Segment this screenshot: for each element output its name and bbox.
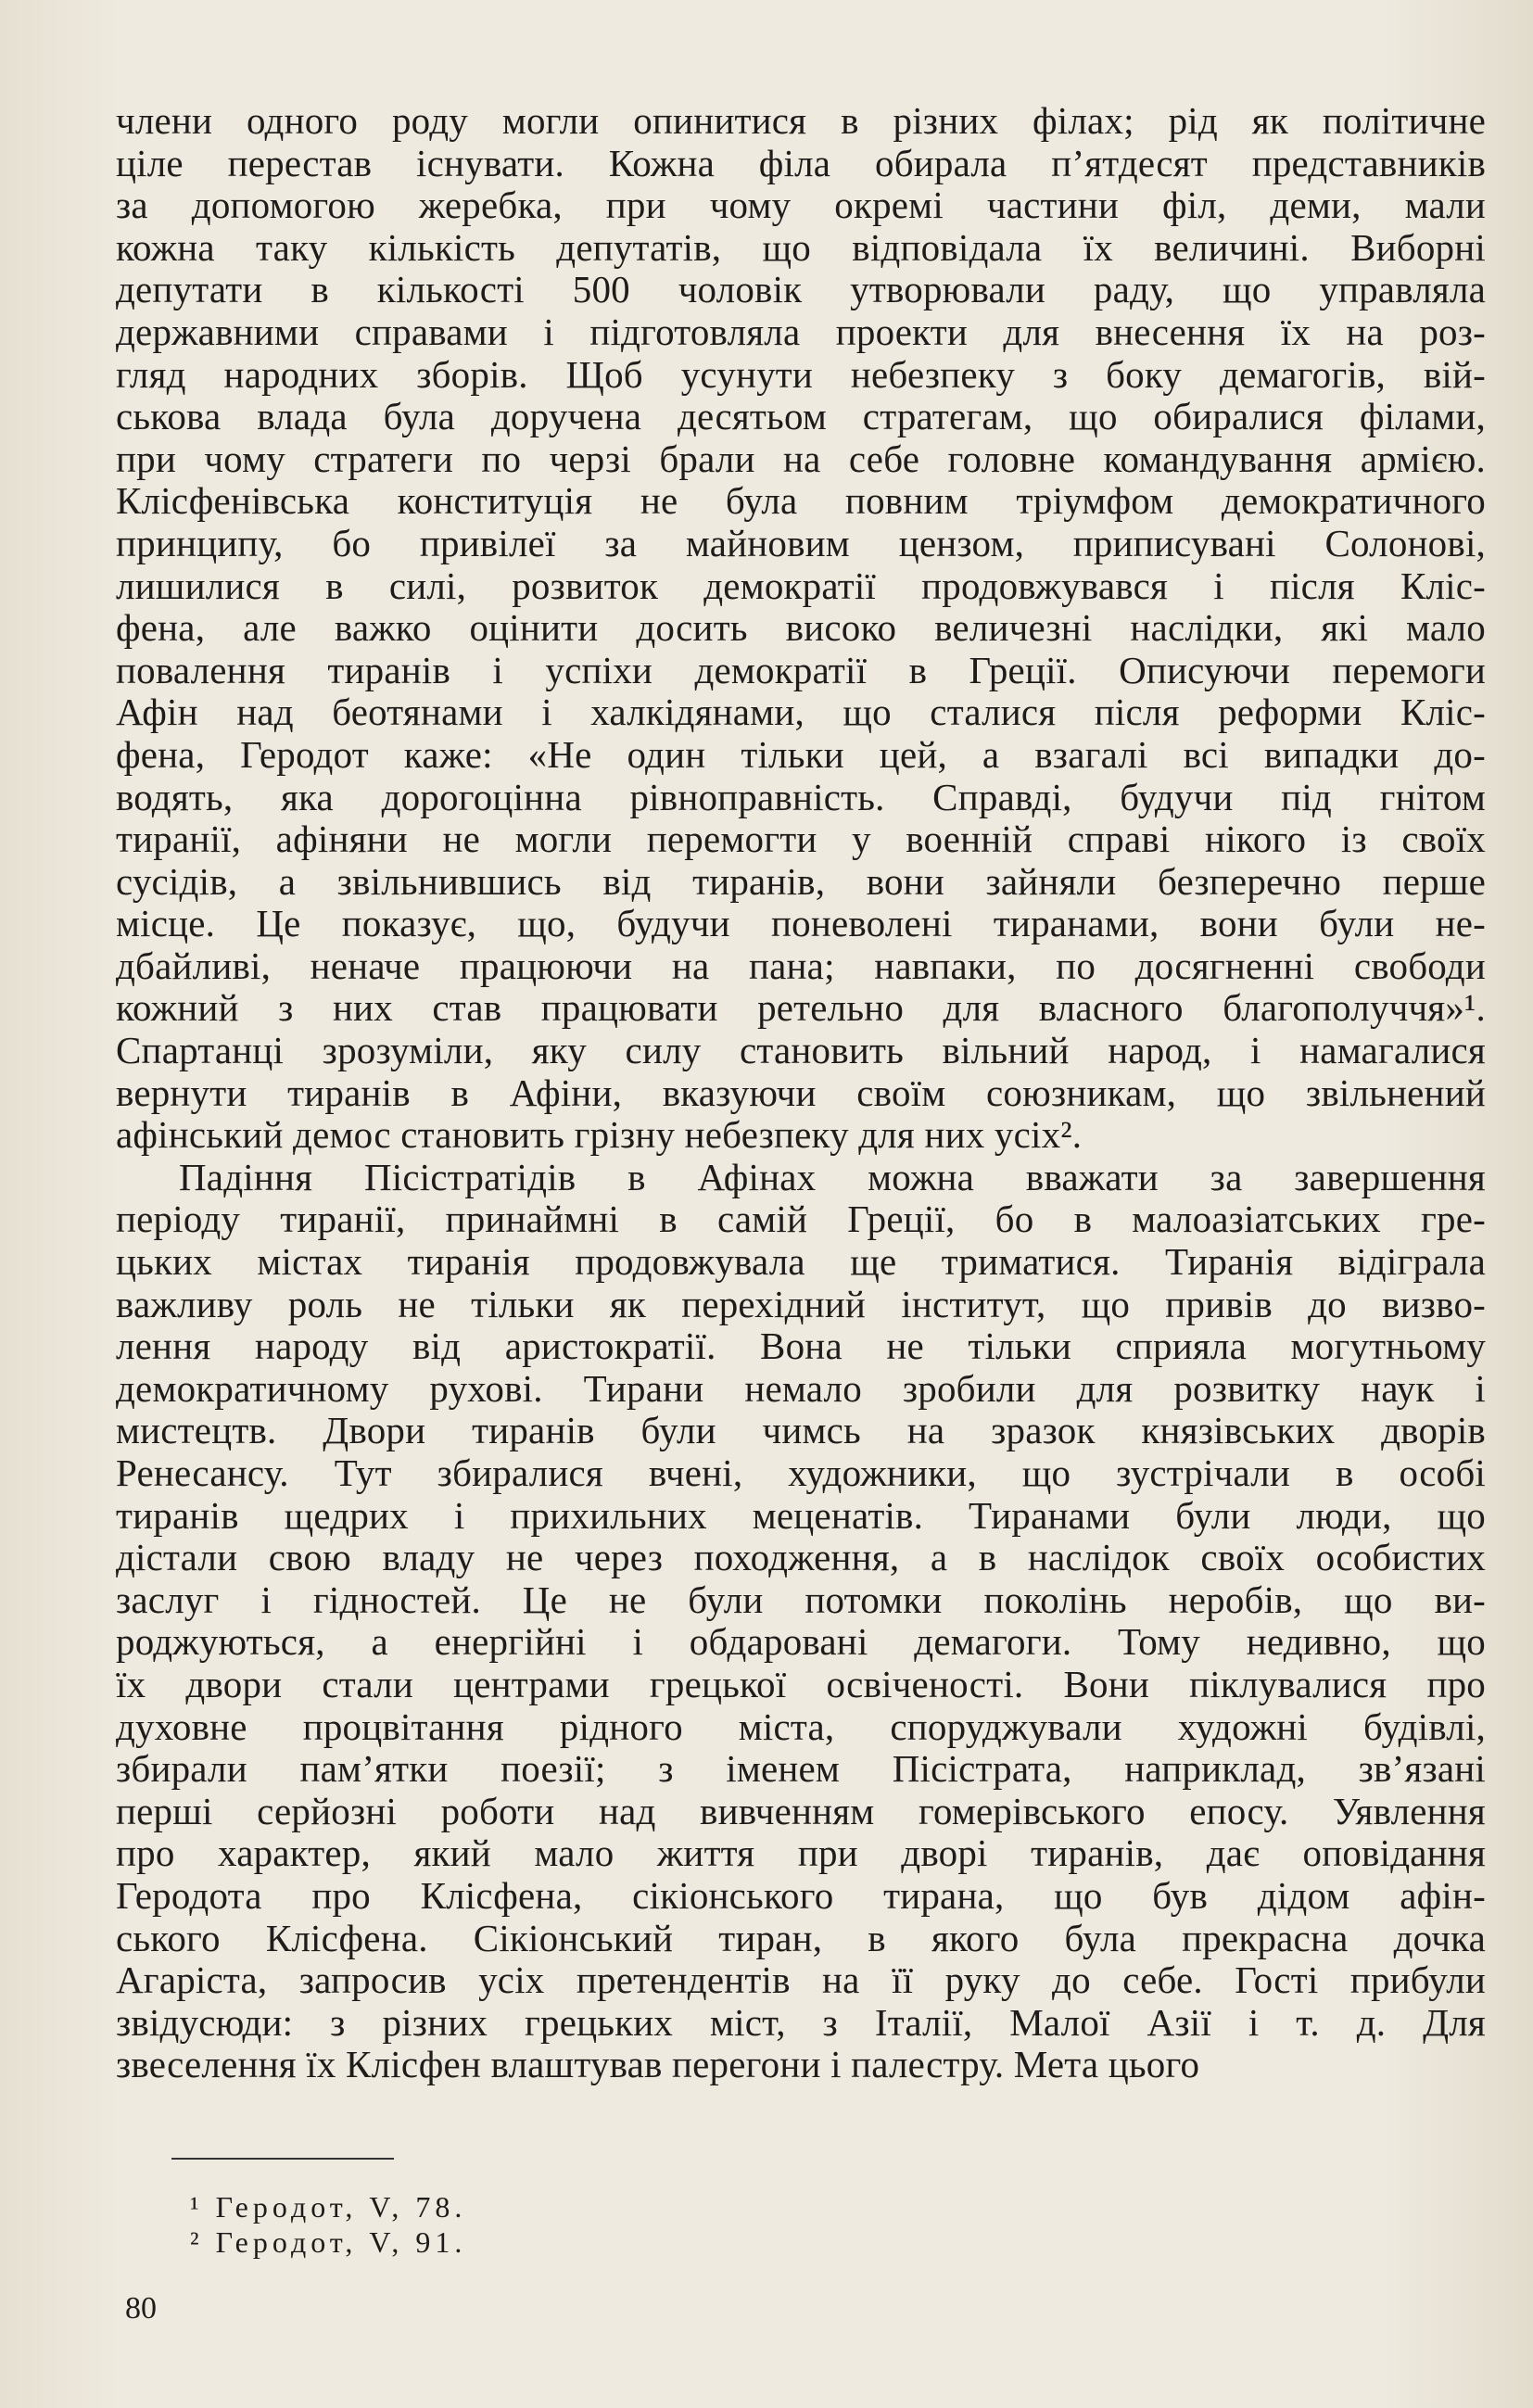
text-line: лення народу від аристократії. Вона не тільки сприяла могутньому xyxy=(116,1324,1486,1368)
text-line: при чому стратеги по черзі брали на себе головне командування армією. xyxy=(116,437,1486,480)
text-line: ціле перестав існувати. Кожна філа обирала п’ятдесят представників xyxy=(116,141,1486,184)
text-line: фена, але важко оцінити досить високо величезні наслідки, які мало xyxy=(116,606,1486,650)
text-line: лишилися в силі, розвиток демократії продовжувався і після Кліс- xyxy=(116,564,1486,607)
text-line: депутати в кількості 500 чоловік утворювали раду, що управляла xyxy=(116,268,1486,311)
text-line: вернути тиранів в Афіни, вказуючи своїм союзникам, що звільнений xyxy=(116,1071,1486,1114)
text-line: тиранів щедрих і прихильних меценатів. Тиранами були люди, що xyxy=(116,1493,1486,1537)
body-text xyxy=(116,100,1486,2086)
text-line: про характер, який мало життя при дворі тиранів, дає оповідання xyxy=(116,1831,1486,1875)
text-line: місце. Це показує, що, будучи поневолені тиранами, вони були не- xyxy=(116,902,1486,945)
text-line: мистецтв. Двори тиранів були чимсь на зразок князівських дворів xyxy=(116,1409,1486,1452)
text-line: державними справами і підготовляла проекти для внесення їх на роз- xyxy=(116,310,1486,353)
text-line: перші серйозні роботи над вивченням гомерівського епосу. Уявлення xyxy=(116,1789,1486,1832)
text-line: принципу, бо привілеї за майновим цензом, приписувані Солонові, xyxy=(116,521,1486,564)
text-line: Геродота про Клісфена, сікіонського тирана, що був дідом афін- xyxy=(116,1873,1486,1917)
paragraph xyxy=(116,1157,1486,2086)
text-line: дбайливі, неначе працюючи на пана; навпаки, по досягненні свободи xyxy=(116,944,1486,987)
text-line: фена, Геродот каже: «Не один тільки цей, а взагалі всі випадки до- xyxy=(116,732,1486,776)
footnote-1: ¹ Геродот, V, 78. xyxy=(190,2190,467,2224)
text-line: цьких містах тиранія продовжувала ще триматися. Тиранія відіграла xyxy=(116,1240,1486,1284)
text-line: духовне процвітання рідного міста, споруджували художні будівлі, xyxy=(116,1705,1486,1748)
footnote-2: ² Геродот, V, 91. xyxy=(190,2225,467,2259)
text-line: кожний з них став працювати ретельно для власного благополуччя»¹. xyxy=(116,986,1486,1030)
text-line: дістали свою владу не через походження, а в наслідок своїх особистих xyxy=(116,1536,1486,1579)
text-line: їх двори стали центрами грецької освіченості. Вони піклувалися про xyxy=(116,1662,1486,1705)
text-line: звідусюди: з різних грецьких міст, з Італії, Малої Азії і т. д. Для xyxy=(116,2000,1486,2044)
text-line: роджуються, а енергійні і обдаровані демагоги. Тому недивно, що xyxy=(116,1620,1486,1664)
paragraph xyxy=(116,100,1486,1157)
text-line: збирали пам’ятки поезії; з іменем Пісістрата, наприклад, зв’язані xyxy=(116,1747,1486,1791)
footnote-divider xyxy=(171,2158,394,2160)
text-line: періоду тиранії, принаймні в самій Греції, бо в малоазіатських гре- xyxy=(116,1198,1486,1241)
text-line: за допомогою жеребка, при чому окремі частини філ, деми, мали xyxy=(116,184,1486,227)
text-line: важливу роль не тільки як перехідний інститут, що привів до визво- xyxy=(116,1282,1486,1325)
text-line: Клісфенівська конституція не була повним тріумфом демократичного xyxy=(116,479,1486,523)
text-line: гляд народних зборів. Щоб усунути небезпеку з боку демагогів, вій- xyxy=(116,352,1486,396)
text-line: члени одного роду могли опинитися в різних філах; рід як політичне xyxy=(116,99,1486,142)
text-line: Спартанці зрозуміли, яку силу становить вільний народ, і намагалися xyxy=(116,1029,1486,1072)
text-line: тиранії, афіняни не могли перемогти у военній справі нікого із своїх xyxy=(116,817,1486,861)
text-line: Агаріста, запросив усіх претендентів на її руку до себе. Гості прибули xyxy=(116,1958,1486,2002)
text-line: ського Клісфена. Сікіонський тиран, в якого була прекрасна дочка xyxy=(116,1916,1486,1959)
text-line: повалення тиранів і успіхи демократії в Греції. Описуючи перемоги xyxy=(116,648,1486,691)
text-line: звеселення їх Клісфен влаштував перегони і палестру. Мета цього xyxy=(116,2043,1200,2086)
text-line: демократичному рухові. Тирани немало зробили для розвитку наук і xyxy=(116,1366,1486,1410)
text-line: сусідів, а звільнившись від тиранів, вони зайняли безперечно перше xyxy=(116,859,1486,903)
text-line: водять, яка дорогоцінна рівноправність. Справді, будучи під гнітом xyxy=(116,775,1486,818)
text-line: заслуг і гідностей. Це не були потомки поколінь неробів, що ви- xyxy=(116,1578,1486,1621)
page-number: 80 xyxy=(125,2291,157,2326)
text-line: Падіння Пісістратідів в Афінах можна вважати за завершення xyxy=(179,1155,1486,1198)
text-line: кожна таку кількість депутатів, що відповідала їх величині. Виборні xyxy=(116,225,1486,269)
text-line: Афін над беотянами і халкідянами, що сталися після реформи Кліс- xyxy=(116,691,1486,734)
text-line: афінський демос становить грізну небезпеку для них усіх². xyxy=(116,1113,1083,1157)
text-line: Ренесансу. Тут збиралися вчені, художники, що зустрічали в особі xyxy=(116,1451,1486,1494)
text-line: ськова влада була доручена десятьом стратегам, що обиралися філами, xyxy=(116,395,1486,438)
footnotes xyxy=(190,2189,466,2260)
